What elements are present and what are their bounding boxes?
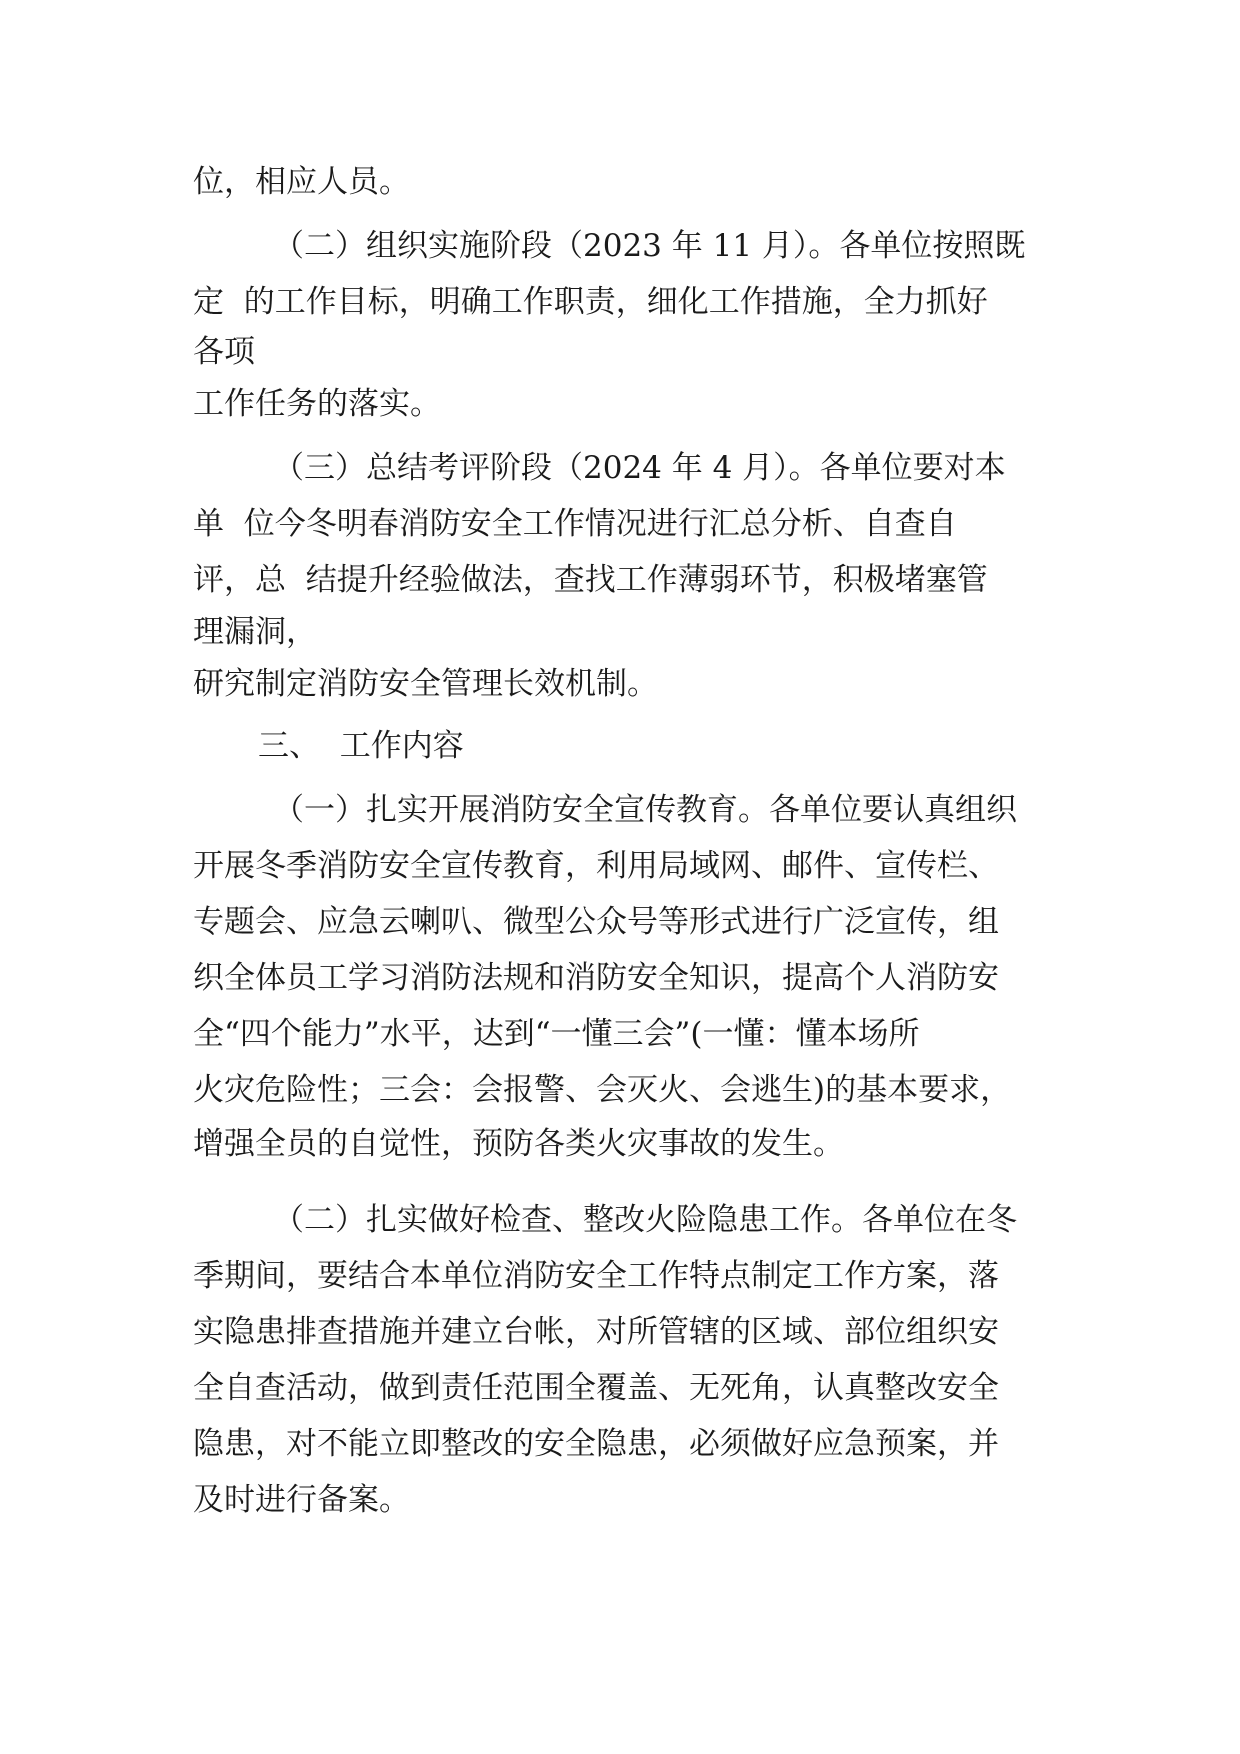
text-line: 工作任务的落实。 [193, 386, 441, 422]
text-line: 单 位今冬明春消防安全工作情况进行汇总分析、自查自 [193, 506, 957, 542]
text-line: 及时进行备案。 [193, 1482, 410, 1518]
text-line: 实隐患排查措施并建立台帐，对所管辖的区域、部位组织安 [193, 1314, 999, 1350]
text-line: 增强全员的自觉性，预防各类火灾事故的发生。 [193, 1126, 844, 1162]
text-line: 评，总 结提升经验做法，查找工作薄弱环节，积极堵塞管 [193, 562, 988, 598]
section-paragraph-line: （三）总结考评阶段（2024 年 4 月）。各单位要对本 [273, 450, 1006, 486]
text-line: 火灾危险性；三会：会报警、会灭火、会逃生)的基本要求， [193, 1072, 1012, 1108]
text-line: 季期间，要结合本单位消防安全工作特点制定工作方案，落 [193, 1258, 999, 1294]
section-paragraph-line: （二）扎实做好检查、整改火险隐患工作。各单位在冬 [273, 1202, 1017, 1238]
text-line: 开展冬季消防安全宣传教育，利用局域网、邮件、宣传栏、 [193, 848, 999, 884]
text-line: 定 的工作目标，明确工作职责，细化工作措施，全力抓好 [193, 284, 988, 320]
text-line: 各项 [193, 334, 255, 370]
text-line: 理漏洞， [193, 614, 317, 650]
text-line: 全自查活动，做到责任范围全覆盖、无死角，认真整改安全 [193, 1370, 999, 1406]
section-paragraph-line: （一）扎实开展消防安全宣传教育。各单位要认真组织 [273, 792, 1017, 828]
text-line: 全“四个能力”水平，达到“一懂三会”(一懂：懂本场所 [193, 1016, 920, 1052]
section-heading: 三、 工作内容 [258, 728, 464, 764]
text-line: 位，相应人员。 [193, 164, 410, 200]
text-line: 专题会、应急云喇叭、微型公众号等形式进行广泛宣传，组 [193, 904, 999, 940]
section-paragraph-line: （二）组织实施阶段（2023 年 11 月）。各单位按照既 [273, 228, 1026, 264]
text-line: 隐患，对不能立即整改的安全隐患，必须做好应急预案，并 [193, 1426, 999, 1462]
text-line: 研究制定消防安全管理长效机制。 [193, 666, 658, 702]
text-line: 织全体员工学习消防法规和消防安全知识，提高个人消防安 [193, 960, 999, 996]
